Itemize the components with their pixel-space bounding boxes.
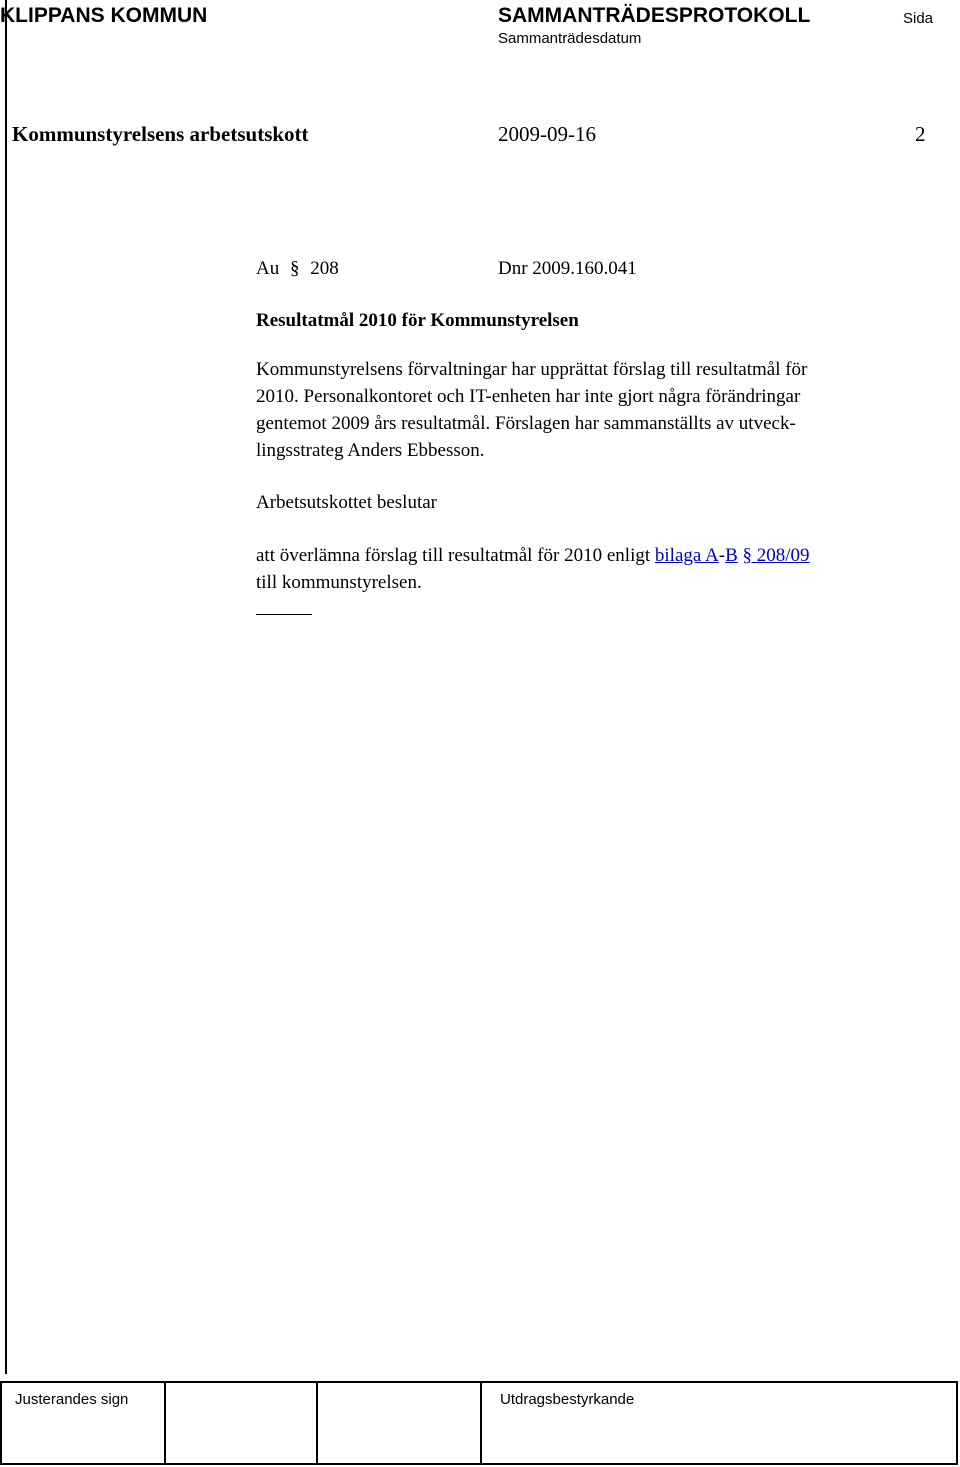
paragraph-prefix: Au [256,258,280,279]
signature-footer [0,1381,958,1465]
committee-name: Kommunstyrelsens arbetsutskott [12,122,309,146]
bilaga-a-link[interactable]: bilaga A [654,545,719,566]
organization-name: KLIPPANS KOMMUN [0,4,208,27]
item-number: 208 [310,258,339,279]
document-type: SAMMANTRÄDESPROTOKOLL [498,4,811,27]
bilaga-b-link[interactable]: B [725,545,738,566]
item-title: Resultatmål 2010 för Kommunstyrelsen [256,310,579,331]
decision-line-2: till kommunstyrelsen. [256,572,422,593]
meeting-date-label: Sammanträdesdatum [498,30,642,47]
decision-text [256,542,810,596]
left-margin-rule [5,0,7,1374]
sign-cell-2 [166,1383,318,1463]
item-reference [256,255,339,282]
end-rule [256,614,312,615]
utdragsbestyrkande-label: Utdragsbestyrkande [500,1391,635,1408]
body-line: Kommunstyrelsens förvaltningar har upprättat förslag till resultatmål för [256,359,808,380]
decision-line-1 [256,542,810,569]
item-body [256,356,807,464]
page-label: Sida [903,10,934,27]
decision-prefix: att överlämna förslag till resultatmål för 2010 enligt [256,545,655,566]
link-dash: - [718,545,726,566]
justerandes-sign-label: Justerandes sign [15,1391,129,1408]
body-line: lingsstrateg Anders Ebbesson. [256,440,485,461]
section-link[interactable]: § 208/09 [742,545,810,566]
dnr-number: Dnr 2009.160.041 [498,258,637,279]
section-symbol: § [289,258,300,279]
page-number: 2 [915,122,926,146]
body-line: 2010. Personalkontoret och IT-enheten har inte gjort några förändringar [256,386,801,407]
body-line: gentemot 2009 års resultatmål. Förslagen har sammanställts av utveck- [256,413,796,434]
decision-heading: Arbetsutskottet beslutar [256,492,437,513]
meeting-date: 2009-09-16 [498,122,596,146]
sign-cell-3 [318,1383,482,1463]
